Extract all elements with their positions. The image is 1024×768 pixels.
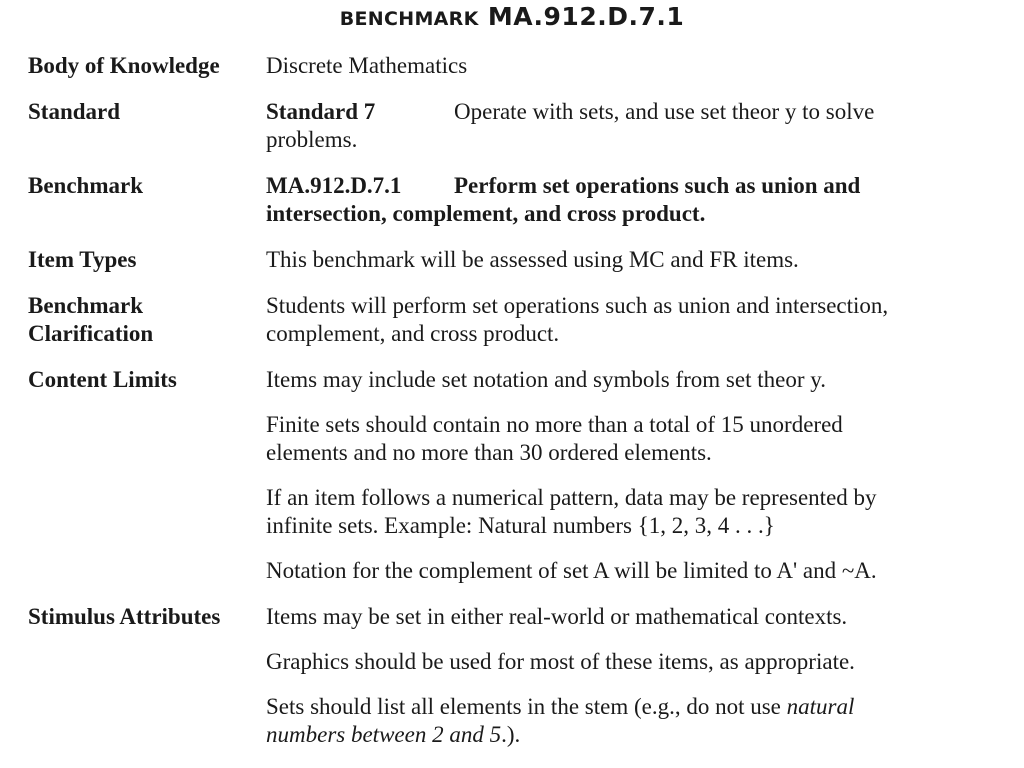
content-limits-p3 — [266, 484, 966, 540]
row-stimulus-attributes — [0, 603, 1024, 749]
benchmark-code: MA.912.D.7.1 — [266, 173, 402, 198]
row-item-types — [0, 246, 1024, 274]
content-limits-p3-line2: infinite sets. Example: Natural numbers {1, 2, 3, 4 . . .} — [266, 513, 775, 538]
value-body-of-knowledge: Discrete Mathematics — [266, 53, 468, 78]
content-limits-p3-line1: If an item follows a numerical pattern, data may be represented by — [266, 485, 877, 510]
row-content-limits — [0, 366, 1024, 585]
content-limits-p2-line1: Finite sets should contain no more than a total of 15 unordered — [266, 412, 843, 437]
value-content-limits — [266, 366, 966, 585]
clarification-text-line2: complement, and cross product. — [266, 321, 560, 346]
content-limits-p2-line2: elements and no more than 30 ordered elements. — [266, 440, 712, 465]
row-body-of-knowledge — [0, 52, 1024, 80]
row-benchmark — [0, 172, 1024, 228]
value-benchmark-clarification — [266, 292, 966, 348]
benchmark-text-line2: intersection, complement, and cross product. — [266, 201, 706, 226]
value-item-types: This benchmark will be assessed using MC and FR items. — [266, 247, 799, 272]
row-standard — [0, 98, 1024, 154]
title-code: MA.912.D.7.1 — [487, 2, 685, 31]
value-benchmark — [266, 172, 966, 228]
content-limits-p2 — [266, 411, 966, 467]
label-stimulus-attributes: Stimulus Attributes — [28, 604, 221, 629]
label-clarification-line1: Benchmark — [28, 293, 143, 318]
value-stimulus-attributes — [266, 603, 966, 749]
stimulus-p3 — [266, 693, 966, 749]
content-limits-p1: Items may include set notation and symbols from set theor y. — [266, 367, 826, 392]
label-body-of-knowledge: Body of Knowledge — [28, 53, 220, 78]
label-clarification-line2: Clarification — [28, 321, 154, 346]
stimulus-p3-line1-plain: Sets should list all elements in the stem (e.g., do not use — [266, 694, 787, 719]
label-standard: Standard — [28, 99, 121, 124]
stimulus-p1: Items may be set in either real-world or mathematical contexts. — [266, 604, 848, 629]
row-benchmark-clarification — [0, 292, 1024, 348]
standard-text-line1: Operate with sets, and use set theor y to solve — [454, 99, 875, 124]
stimulus-p3-line2-italic: numbers between 2 and 5 — [266, 722, 502, 747]
stimulus-p2: Graphics should be used for most of these items, as appropriate. — [266, 649, 855, 674]
page-title — [0, 2, 1024, 31]
stimulus-p3-line1-italic: natural — [786, 694, 855, 719]
title-word: BENCHMARK — [339, 8, 479, 30]
label-benchmark-clarification — [0, 292, 266, 348]
standard-text-line2: problems. — [266, 127, 358, 152]
standard-number: Standard 7 — [266, 99, 376, 124]
stimulus-p3-line2-plain: .). — [501, 722, 521, 747]
label-benchmark: Benchmark — [28, 173, 143, 198]
content-limits-p4: Notation for the complement of set A will be limited to A' and ~A. — [266, 558, 877, 583]
label-item-types: Item Types — [28, 247, 137, 272]
label-content-limits: Content Limits — [28, 367, 177, 392]
clarification-text-line1: Students will perform set operations such as union and intersection, — [266, 293, 889, 318]
benchmark-table — [0, 52, 1024, 749]
value-standard — [266, 98, 966, 154]
benchmark-text-line1: Perform set operations such as union and — [454, 173, 861, 198]
